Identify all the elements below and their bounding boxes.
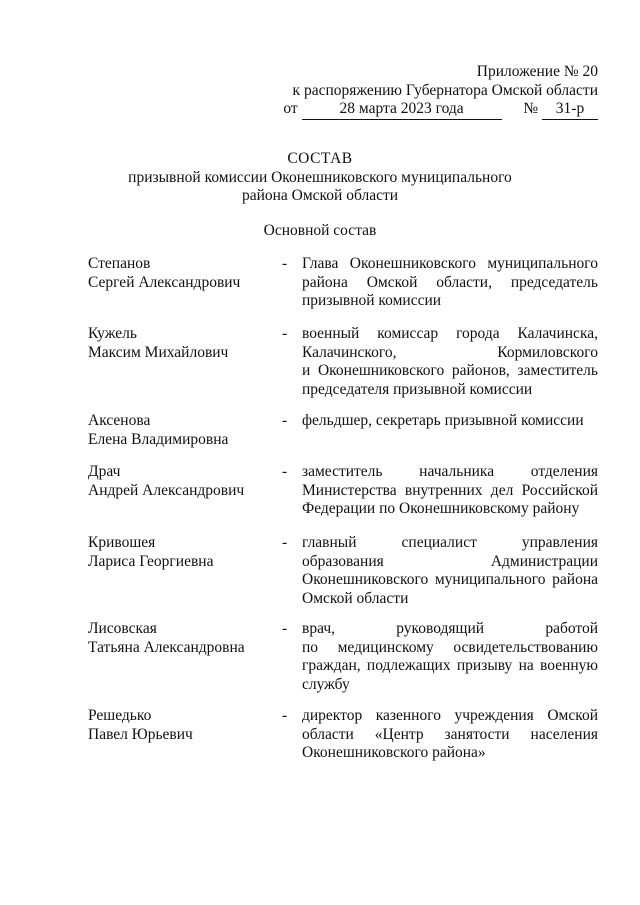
role-line: образования Администрации: [302, 552, 598, 570]
member-role: [302, 255, 598, 311]
role-line: военный комиссар города Калачинска,: [302, 325, 598, 342]
appendix-reference: к распоряжению Губернатора Омской области: [292, 81, 598, 99]
member-dash: -: [282, 412, 288, 429]
member-surname: Кужель: [88, 325, 137, 342]
section-title: Основной состав: [263, 222, 377, 239]
member-role: [302, 325, 598, 399]
role-line: директор казенного учреждения Омской: [302, 707, 598, 724]
member-given-name: Татьяна Александровна: [88, 638, 245, 656]
role-line: Министерства внутренних дел Российской: [302, 481, 598, 499]
number-prefix: №: [523, 100, 539, 117]
order-date: 28 марта 2023 года: [302, 100, 502, 120]
role-line: граждан, подлежащих призыву на военную: [302, 657, 598, 674]
date-prefix: от: [283, 100, 298, 117]
member-name: [88, 255, 278, 292]
appendix-date-line: [283, 100, 598, 120]
role-line: Оконешниковского района»: [302, 744, 486, 761]
role-line: фельдшер, секретарь призывной комиссии: [302, 412, 584, 429]
member-given-name: Андрей Александрович: [88, 481, 245, 499]
role-line: заместитель начальника отделения: [302, 463, 598, 480]
member-given-name: Сергей Александрович: [88, 273, 241, 291]
member-given-name: Максим Михайлович: [88, 343, 229, 361]
member-surname: Кривошея: [88, 534, 156, 551]
member-dash: -: [282, 325, 288, 342]
role-line: Калачинского, Кормиловского: [302, 343, 598, 361]
member-role: [302, 707, 598, 763]
member-surname: Лисовская: [88, 620, 157, 637]
member-name: [88, 620, 278, 657]
appendix-header: [283, 63, 598, 120]
member-dash: -: [282, 255, 288, 272]
member-dash: -: [282, 534, 288, 551]
member-name: [88, 707, 278, 744]
order-number: 31-р: [542, 100, 598, 120]
member-given-name: Елена Владимировна: [88, 430, 229, 448]
member-surname: Решедько: [88, 707, 152, 724]
member-role: [302, 620, 598, 694]
role-line: Оконешниковского муниципального района: [302, 571, 598, 588]
role-line: главный специалист управления: [302, 534, 598, 551]
member-name: [88, 534, 278, 571]
member-surname: Драч: [88, 463, 121, 480]
member-name: [88, 325, 278, 362]
role-line: председателя призывной комиссии: [302, 380, 533, 398]
title-line-1: призывной комиссии Оконешниковского муниципального: [128, 168, 512, 186]
title-main: СОСТАВ: [287, 150, 353, 167]
member-dash: -: [282, 620, 288, 637]
member-name: [88, 463, 278, 500]
member-surname: Степанов: [88, 255, 151, 272]
member-given-name: Павел Юрьевич: [88, 725, 193, 743]
title-line-2: района Омской области: [241, 187, 399, 204]
member-dash: -: [282, 707, 288, 724]
member-role: [302, 534, 598, 608]
document-title: [0, 150, 640, 206]
appendix-number: Приложение № 20: [476, 63, 598, 80]
role-line: Омской области: [302, 589, 409, 607]
member-name: [88, 412, 278, 449]
member-role: [302, 412, 598, 431]
role-line: Глава Оконешниковского муниципального: [302, 255, 598, 272]
role-line: призывной комиссии: [302, 292, 442, 309]
member-given-name: Лариса Георгиевна: [88, 552, 214, 570]
member-surname: Аксенова: [88, 412, 151, 429]
role-line: врач, руководящий работой: [302, 620, 598, 637]
role-line: района Омской области, председатель: [302, 273, 598, 291]
role-line: и Оконешниковского районов, заместитель: [302, 362, 598, 379]
role-line: Федерации по Оконешниковскому району: [302, 500, 580, 517]
role-line: по медицинскому освидетельствованию: [302, 638, 598, 656]
member-role: [302, 463, 598, 519]
role-line: области «Центр занятости населения: [302, 725, 598, 743]
role-line: службу: [302, 675, 350, 693]
member-dash: -: [282, 463, 288, 480]
